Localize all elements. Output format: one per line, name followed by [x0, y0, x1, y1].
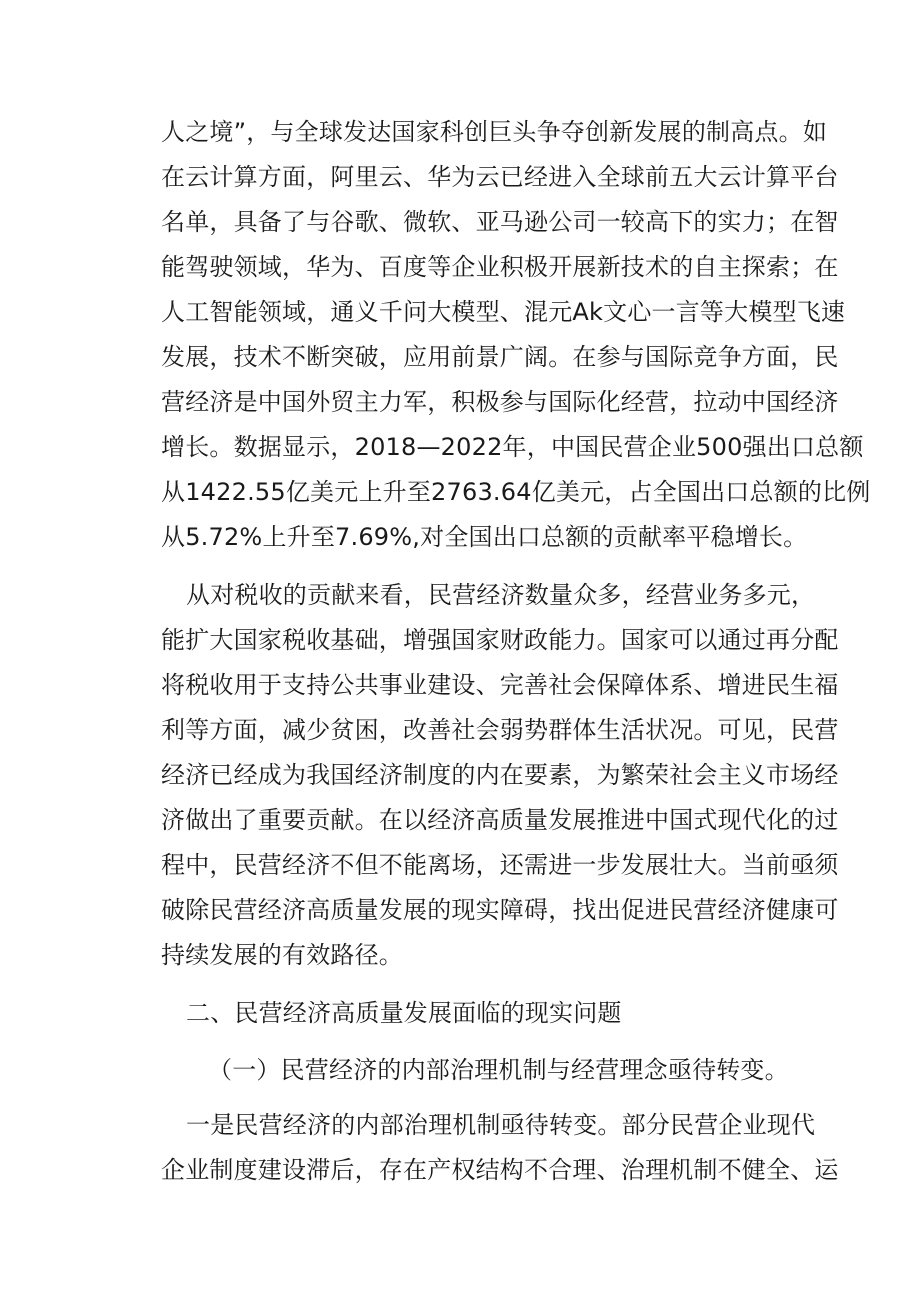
paragraph-1-line-5: 人工智能领域，通义千问大模型、混元Ak文心一言等大模型飞速	[161, 298, 846, 326]
subsection-heading: （一）民营经济的内部治理机制与经营理念亟待转变。	[208, 1056, 789, 1084]
paragraph-2-line-7: 程中，民营经济不但不能离场，还需进一步发展壮大。当前亟须	[161, 851, 839, 879]
paragraph-1-line-3: 名单，具备了与谷歌、微软、亚马逊公司一较高下的实力；在智	[161, 208, 839, 236]
paragraph-2-line-4: 利等方面，减少贫困，改善社会弱势群体生活状况。可见，民营	[161, 716, 839, 744]
paragraph-1-line-7: 营经济是中国外贸主力军，积极参与国际化经营，拉动中国经济	[161, 388, 839, 416]
paragraph-2-line-9: 持续发展的有效路径。	[161, 941, 403, 969]
section-heading: 二、民营经济高质量发展面临的现实问题	[186, 999, 622, 1027]
paragraph-1-line-1: 人之境”，与全球发达国家科创巨头争夺创新发展的制高点。如	[161, 118, 828, 146]
paragraph-2-line-2: 能扩大国家税收基础，增强国家财政能力。国家可以通过再分配	[161, 626, 839, 654]
paragraph-3-line-2: 企业制度建设滞后，存在产权结构不合理、治理机制不健全、运	[161, 1156, 839, 1184]
paragraph-2-line-6: 济做出了重要贡献。在以经济高质量发展推进中国式现代化的过	[161, 806, 839, 834]
paragraph-1-line-2: 在云计算方面，阿里云、华为云已经进入全球前五大云计算平台	[161, 163, 839, 191]
paragraph-1-line-10: 从5.72%上升至7.69%,对全国出口总额的贡献率平稳增长。	[161, 523, 808, 551]
paragraph-1-line-8: 增长。数据显示，2018—2022年，中国民营企业500强出口总额	[161, 433, 864, 461]
paragraph-2-line-8: 破除民营经济高质量发展的现实障碍，找出促进民营经济健康可	[161, 896, 839, 924]
paragraph-1-line-9: 从1422.55亿美元上升至2763.64亿美元，占全国出口总额的比例	[161, 478, 871, 506]
paragraph-1-line-6: 发展，技术不断突破，应用前景广阔。在参与国际竞争方面，民	[161, 343, 839, 371]
paragraph-2-line-3: 将税收用于支持公共事业建设、完善社会保障体系、增进民生福	[161, 671, 839, 699]
paragraph-2-line-1: 从对税收的贡献来看，民营经济数量众多，经营业务多元，	[186, 581, 816, 609]
paragraph-3-line-1: 一是民营经济的内部治理机制亟待转变。部分民营企业现代	[186, 1111, 816, 1139]
paragraph-1-line-4: 能驾驶领域，华为、百度等企业积极开展新技术的自主探索；在	[161, 253, 839, 281]
paragraph-2-line-5: 经济已经成为我国经济制度的内在要素，为繁荣社会主义市场经	[161, 761, 839, 789]
